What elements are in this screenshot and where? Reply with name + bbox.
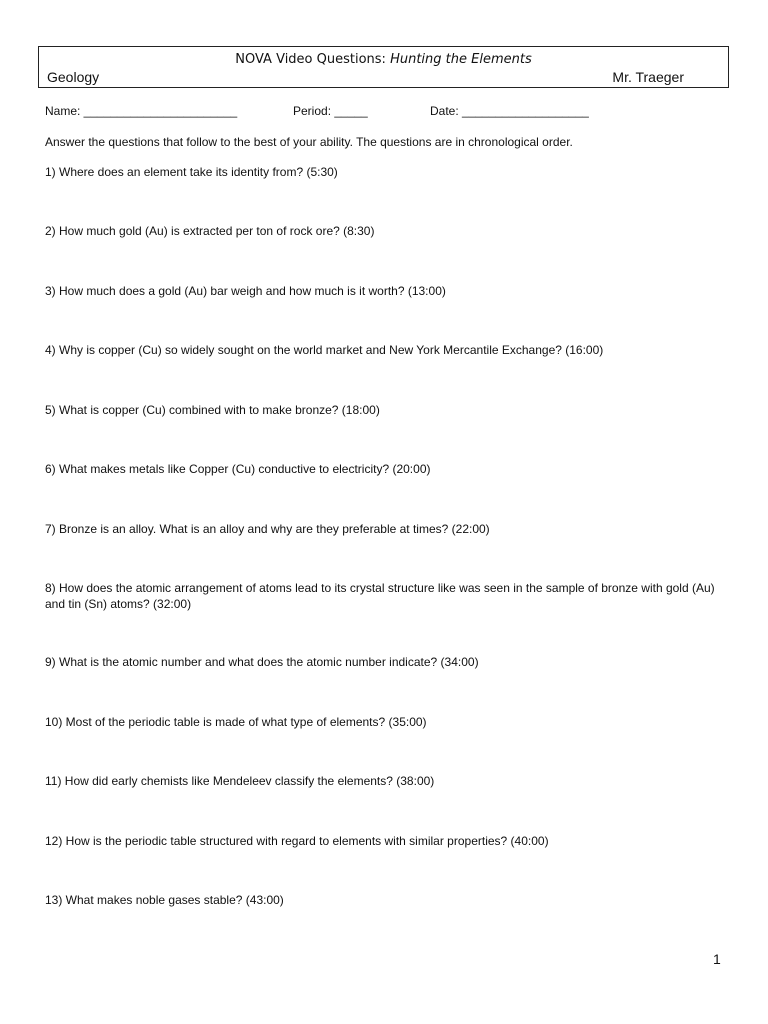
title-video-name: Hunting the Elements: [390, 52, 532, 67]
question-2: 2) How much gold (Au) is extracted per ton of rock ore? (8:30): [45, 224, 375, 238]
name-field: Name: _______________________: [45, 104, 238, 118]
date-field: Date: ___________________: [430, 104, 589, 118]
worksheet-header: [38, 46, 729, 88]
question-5: 5) What is copper (Cu) combined with to make bronze? (18:00): [45, 403, 380, 417]
period-field: Period: _____: [293, 104, 368, 118]
question-10: 10) Most of the periodic table is made of what type of elements? (35:00): [45, 715, 427, 729]
question-9: 9) What is the atomic number and what does the atomic number indicate? (34:00): [45, 655, 479, 669]
question-11: 11) How did early chemists like Mendeleev classify the elements? (38:00): [45, 774, 435, 788]
question-7: 7) Bronze is an alloy. What is an alloy and why are they preferable at times? (22:00): [45, 522, 490, 536]
question-6: 6) What makes metals like Copper (Cu) conductive to electricity? (20:00): [45, 462, 431, 476]
page-number: 1: [713, 951, 721, 967]
title-prefix: NOVA Video Questions:: [235, 52, 391, 67]
instructions-text: Answer the questions that follow to the best of your ability. The questions are in chronological order.: [45, 135, 573, 149]
question-4: 4) Why is copper (Cu) so widely sought on the world market and New York Mercantile Exchange? (16:00): [45, 343, 604, 357]
subject-label: Geology: [47, 69, 100, 85]
question-12: 12) How is the periodic table structured with regard to elements with similar properties? (40:00): [45, 834, 549, 848]
question-8: 8) How does the atomic arrangement of atoms lead to its crystal structure like was seen in the sample of bronze with gold (Au) and tin (Sn) atoms? (32:00): [45, 581, 715, 611]
worksheet-title: [39, 52, 728, 67]
question-13: 13) What makes noble gases stable? (43:00): [45, 893, 284, 907]
question-3: 3) How much does a gold (Au) bar weigh and how much is it worth? (13:00): [45, 284, 446, 298]
question-1: 1) Where does an element take its identity from? (5:30): [45, 165, 338, 179]
teacher-name: Mr. Traeger: [612, 69, 684, 85]
